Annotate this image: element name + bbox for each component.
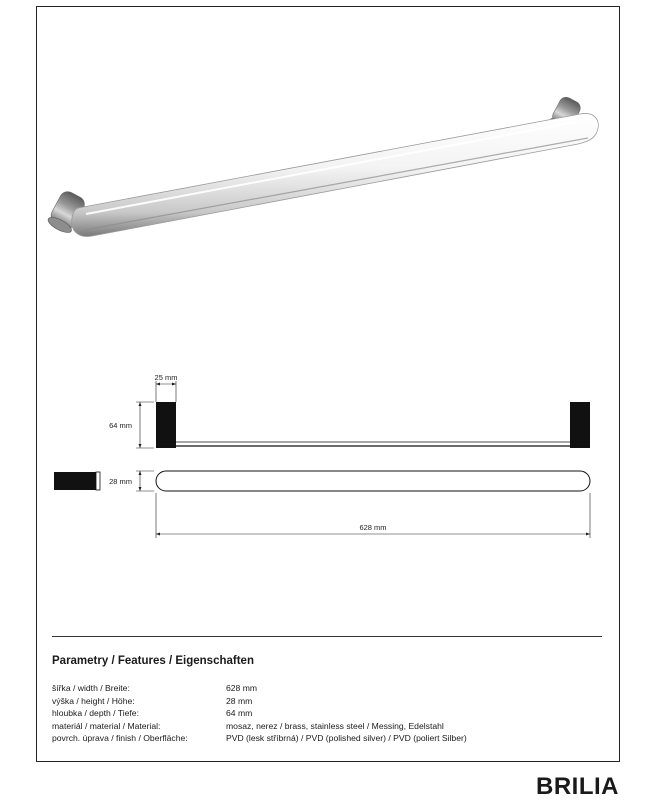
spec-label: šířka / width / Breite: — [52, 683, 130, 693]
brand-logo: BRILIA — [536, 773, 619, 800]
spec-value: mosaz, nerez / brass, stainless steel / Messing, Edelstahl — [226, 720, 444, 731]
spec-label: materiál / material / Material: — [52, 720, 161, 731]
spec-value: 64 mm — [226, 708, 253, 719]
features-title: Parametry / Features / Eigenschaften — [52, 655, 254, 667]
table-row — [52, 682, 602, 695]
table-row — [52, 707, 602, 720]
front-left-post — [156, 402, 176, 448]
dim-depth: 28 mm — [109, 477, 132, 486]
side-view-block — [54, 472, 96, 490]
spec-value: 628 mm — [226, 683, 258, 693]
table-row — [52, 720, 602, 733]
dim-bracket-width: 25 mm — [154, 373, 178, 382]
spec-value: 28 mm — [226, 695, 253, 706]
technical-drawing — [36, 360, 620, 550]
table-row — [52, 732, 602, 745]
towel-bar-photo — [40, 90, 620, 260]
spec-value: PVD (lesk stříbrná) / PVD (polished silver) / PVD (poliert Silber) — [226, 733, 467, 744]
spec-label: výška / height / Höhe: — [52, 695, 135, 706]
spec-label: povrch. úprava / finish / Oberfläche: — [52, 733, 188, 744]
spec-label: hloubka / depth / Tiefe: — [52, 708, 139, 719]
front-right-post — [570, 402, 590, 448]
top-view-bar — [156, 471, 590, 491]
section-divider — [52, 636, 602, 637]
table-row — [52, 695, 602, 708]
features-table — [52, 682, 602, 745]
dim-width: 628 mm — [359, 523, 387, 532]
dim-height: 64 mm — [109, 421, 132, 430]
